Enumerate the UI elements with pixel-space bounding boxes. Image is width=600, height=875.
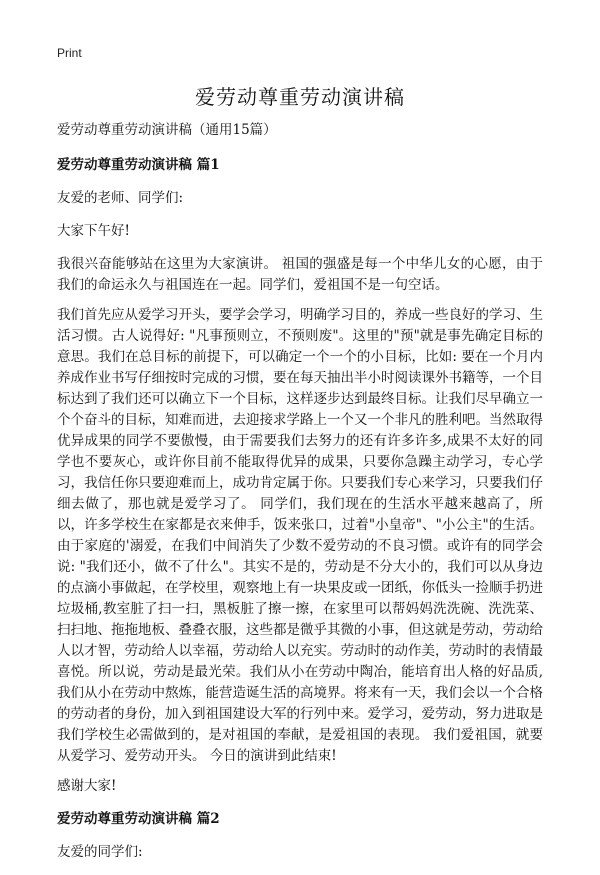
body-paragraph: 我们首先应从爱学习开头，要学会学习，明确学习目的，养成一些良好的学习、生活习惯。古人说得好: "凡事预则立，不预则废"。这里的"预"就是事先确定目标的意思。我们在总目标的前提下，可以确定一个一个的小目标，比如: 要在一个月内养成作业书写仔细按时完成的习惯，要在每天抽出半小时阅读课外书籍等，一个目标达到了我们还可以确立下一个目标，这样逐步达到最终目标。让我们尽早确立一个个奋斗的目标，知难而进，去迎接求学路上一个又一个非凡的胜利吧。当然取得优异成果的同学不要傲慢，由于需要我们去努力的还有许多许多,成果不太好的同学也不要灰心，或许你目前不能取得优异的成果，只要你急躁主动学习，专心学习，我信任你只要迎难而上，成功肯定属于你。只要我们专心来学习，只要我们仔细去做了，那也就是爱学习了。 同学们，我们现在的生活水平越来越高了，所以，许多学校生在家都是衣来伸手，饭来张口，过着"小皇帝"、"小公主"的生活。由于家庭的'溺爱，在我们中间消失了少数不爱劳动的不良习惯。或许有的同学会说: "我们还小，做不了什么"。其实不是的，劳动是不分大小的，我们可以从身边的点滴小事做起，在学校里，观察地上有一块果皮或一团纸，你低头一捡顺手扔进垃圾桶,教室脏了扫一扫，黑板脏了擦一擦，在家里可以帮妈妈洗洗碗、洗洗菜、扫扫地、拖拖地板、叠叠衣服，这些都是微乎其微的小事，但这就是劳动，劳动给人以才智，劳动给人以幸福，劳动给人以充实。劳动时的动作美，劳动时的表情最喜悦。所以说，劳动是最光荣。我们从小在劳动中陶冶，能培育出人格的好品质,我们从小在劳动中熬炼，能营造诞生活的高境界。将来有一天，我们会以一个合格的劳动者的身份，加入到祖国建设大军的行列中来。爱学习，爱劳动，努力进取是我们学校生必需做到的，是对祖国的奉献，是爱祖国的表现。 我们爱祖国，就要从爱学习、爱劳动开头。 今日的演讲到此结束!	[57, 307, 543, 764]
salutation: 友爱的老师、同学们:	[57, 190, 184, 206]
section-2	[57, 809, 543, 863]
closing: 感谢大家!	[57, 778, 117, 794]
document-title: 爱劳动尊重劳动演讲稿	[195, 85, 405, 109]
body-paragraph: 我很兴奋能够站在这里为大家演讲。 祖国的强盛是每一个中华儿女的心愿，由于我们的命运永久与祖国连在一起。同学们，爱祖国不是一句空话。	[57, 256, 543, 293]
document-content	[57, 120, 543, 875]
section-1	[57, 155, 543, 797]
greeting: 大家下午好!	[57, 223, 130, 239]
section-heading: 爱劳动尊重劳动演讲稿 篇2	[57, 811, 220, 827]
salutation: 友爱的同学们:	[57, 844, 143, 860]
print-link[interactable]: Print	[57, 46, 82, 60]
document-subtitle: 爱劳动尊重劳动演讲稿（通用15篇）	[57, 122, 277, 138]
section-heading: 爱劳动尊重劳动演讲稿 篇1	[57, 157, 220, 173]
